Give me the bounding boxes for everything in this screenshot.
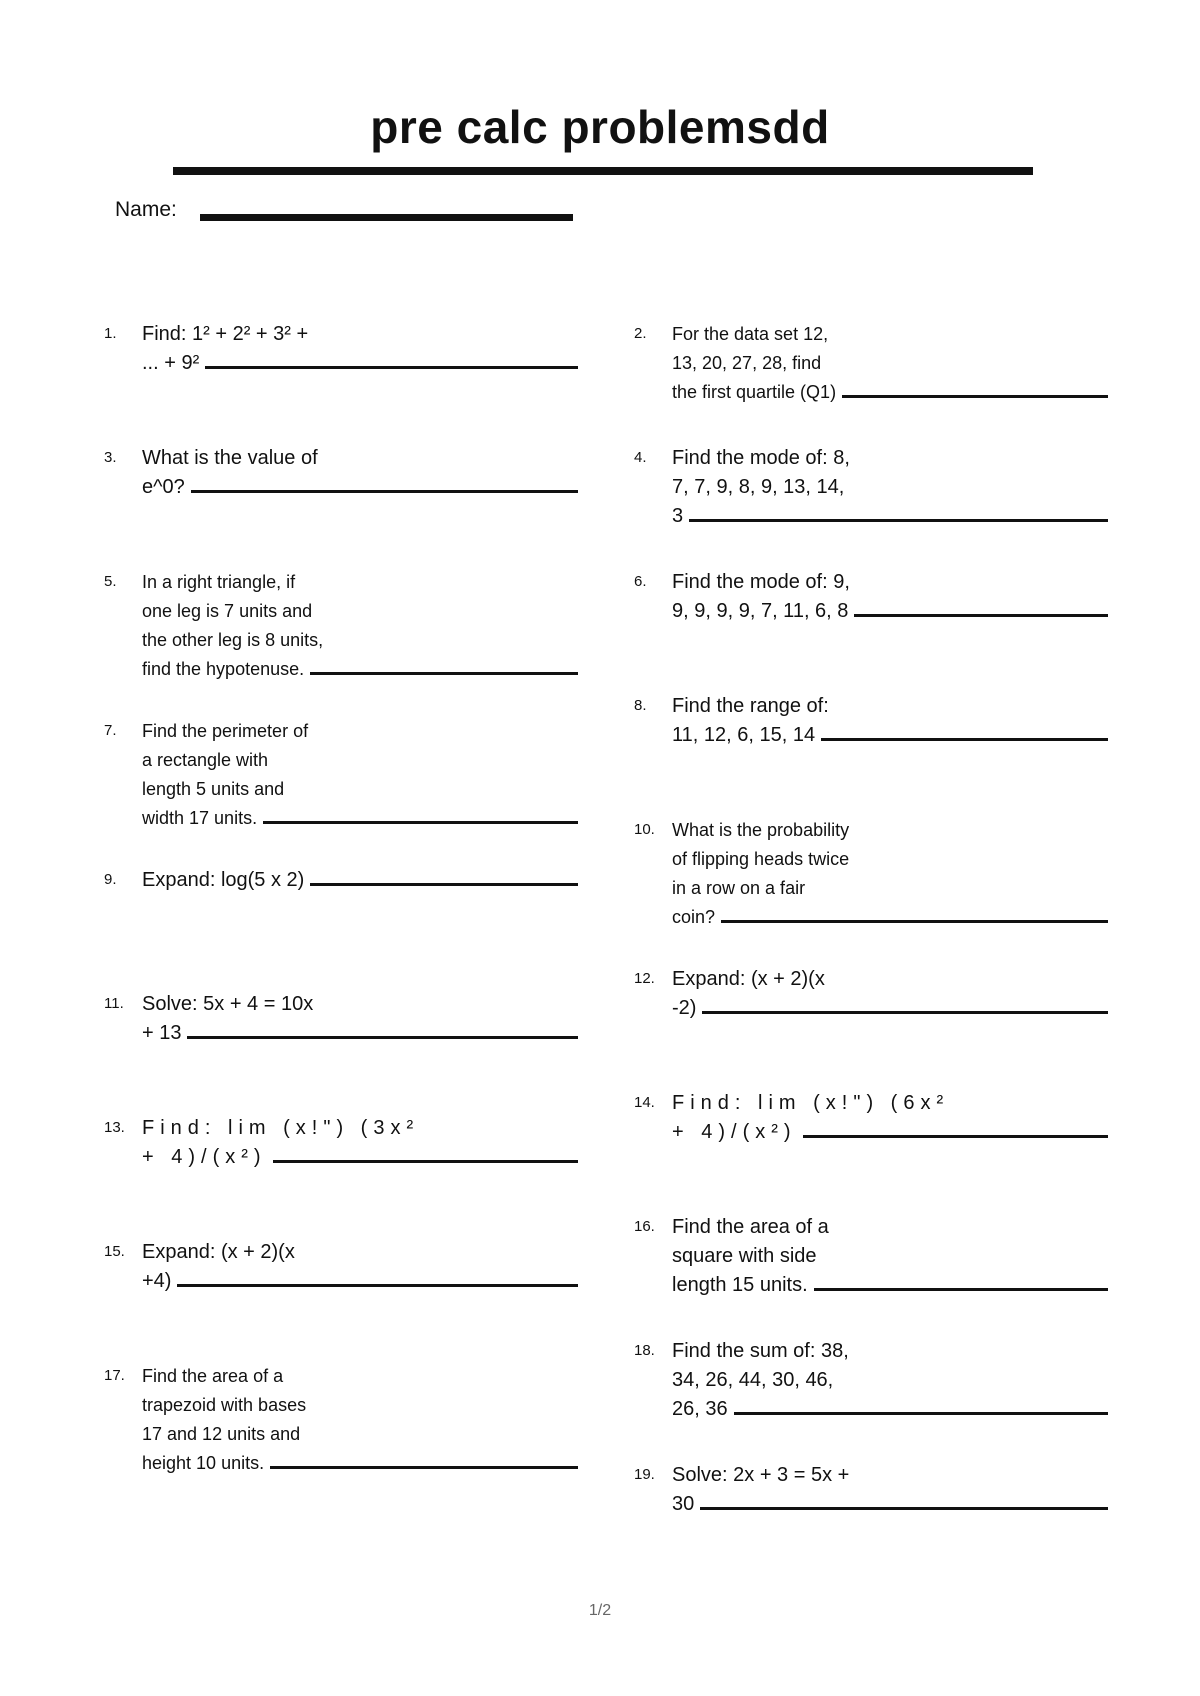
problem-line: What is the probability — [672, 820, 850, 840]
problem-line: Find the area of a — [672, 1216, 829, 1238]
problem-line: width 17 units. — [142, 808, 258, 828]
problem-number: 15. — [104, 1243, 125, 1260]
answer-line[interactable] — [854, 614, 1108, 617]
answer-line[interactable] — [205, 366, 578, 369]
answer-line[interactable] — [191, 490, 578, 493]
problem-line: 17 and 12 units and — [142, 1424, 301, 1444]
problem-line: 13, 20, 27, 28, find — [672, 353, 822, 373]
answer-line[interactable] — [310, 883, 578, 886]
problem-line: + 13 — [142, 1022, 182, 1044]
problem-line: Find: 1² + 2² + 3² + — [142, 323, 309, 345]
problem-line: Expand: (x + 2)(x — [672, 968, 825, 990]
problem-text — [142, 568, 578, 684]
title-underline — [173, 167, 1033, 175]
problem-text — [672, 1461, 1108, 1519]
problem-line: in a row on a fair — [672, 878, 806, 898]
problem-line: 7, 7, 9, 8, 9, 13, 14, — [672, 476, 845, 498]
problem-number: 5. — [104, 573, 117, 590]
problem-line: +4) — [142, 1270, 172, 1292]
problem-line: Find the perimeter of — [142, 721, 309, 741]
problem-line: find the hypotenuse. — [142, 659, 305, 679]
problem-line: Solve: 5x + 4 = 10x — [142, 993, 314, 1015]
problem-line: trapezoid with bases — [142, 1395, 307, 1415]
problem-text — [142, 717, 578, 833]
answer-line[interactable] — [734, 1412, 1108, 1415]
problem-number: 10. — [634, 821, 655, 838]
problem-line: Find the area of a — [142, 1366, 284, 1386]
problem-text — [142, 1362, 578, 1478]
problem-line: length 15 units. — [672, 1274, 808, 1296]
problem-line: Solve: 2x + 3 = 5x + — [672, 1464, 850, 1486]
problem-number: 13. — [104, 1119, 125, 1136]
problem-text — [672, 692, 1108, 750]
problem-line: ... + 9² — [142, 352, 200, 374]
answer-line[interactable] — [721, 920, 1108, 923]
problem-number: 17. — [104, 1367, 125, 1384]
answer-line[interactable] — [814, 1288, 1108, 1291]
answer-line[interactable] — [270, 1466, 578, 1469]
problem-number: 6. — [634, 573, 647, 590]
problem-line: 3 — [672, 505, 684, 527]
name-answer-line[interactable] — [200, 214, 573, 221]
problem-text — [672, 1213, 1108, 1300]
problem-line: Expand: (x + 2)(x — [142, 1241, 295, 1263]
problem-number: 4. — [634, 449, 647, 466]
problem-text — [672, 1089, 1108, 1147]
problem-line: the other leg is 8 units, — [142, 630, 324, 650]
problem-number: 18. — [634, 1342, 655, 1359]
problem-line: + 4)/(x²) — [672, 1121, 797, 1143]
problem-text — [672, 965, 1108, 1023]
problem-line: one leg is 7 units and — [142, 601, 313, 621]
name-label: Name: — [115, 198, 177, 221]
problem-number: 9. — [104, 871, 117, 888]
problem-line: e^0? — [142, 476, 185, 498]
problem-line: -2) — [672, 997, 697, 1019]
problem-text — [672, 320, 1108, 407]
answer-line[interactable] — [689, 519, 1108, 522]
problem-number: 11. — [104, 995, 124, 1012]
problem-line: a rectangle with — [142, 750, 269, 770]
problem-text — [142, 990, 578, 1048]
answer-line[interactable] — [702, 1011, 1108, 1014]
problem-number: 3. — [104, 449, 117, 466]
problem-text — [142, 444, 578, 502]
problem-line: Find: lim (x!") (3x² — [142, 1117, 420, 1139]
problem-line: Find the mode of: 9, — [672, 571, 850, 593]
problem-line: of flipping heads twice — [672, 849, 850, 869]
problem-line: Find the mode of: 8, — [672, 447, 850, 469]
problem-text — [672, 444, 1108, 531]
problem-line: Find the sum of: 38, — [672, 1340, 849, 1362]
problem-number: 19. — [634, 1466, 655, 1483]
problem-line: 9, 9, 9, 9, 7, 11, 6, 8 — [672, 600, 849, 622]
problem-text — [142, 1238, 578, 1296]
problem-number: 16. — [634, 1218, 655, 1235]
problem-line: Find: lim (x!") (6x² — [672, 1092, 950, 1114]
problem-line: 34, 26, 44, 30, 46, — [672, 1369, 834, 1391]
problem-number: 12. — [634, 970, 655, 987]
problem-text — [142, 320, 578, 378]
answer-line[interactable] — [821, 738, 1108, 741]
problem-line: length 5 units and — [142, 779, 285, 799]
answer-line[interactable] — [803, 1135, 1108, 1138]
problem-line: height 10 units. — [142, 1453, 265, 1473]
answer-line[interactable] — [842, 395, 1108, 398]
problem-line: 30 — [672, 1493, 695, 1515]
problem-line: the first quartile (Q1) — [672, 382, 837, 402]
problem-number: 2. — [634, 325, 647, 342]
problem-line: 26, 36 — [672, 1398, 728, 1420]
problem-number: 8. — [634, 697, 647, 714]
problem-number: 1. — [104, 325, 117, 342]
page-number: 1/2 — [588, 1602, 612, 1619]
problem-line: coin? — [672, 907, 716, 927]
problem-line: For the data set 12, — [672, 324, 829, 344]
problem-text — [672, 568, 1108, 626]
problem-number: 7. — [104, 722, 117, 739]
problem-line: In a right triangle, if — [142, 572, 296, 592]
problem-line: Expand: log(5 x 2) — [142, 869, 305, 891]
answer-line[interactable] — [187, 1036, 578, 1039]
problem-line: square with side — [672, 1245, 817, 1267]
worksheet-title: pre calc problemsdd — [370, 101, 830, 153]
answer-line[interactable] — [310, 672, 578, 675]
problem-line: Find the range of: — [672, 695, 829, 717]
problem-number: 14. — [634, 1094, 655, 1111]
answer-line[interactable] — [273, 1160, 578, 1163]
problem-text — [672, 1337, 1108, 1424]
problem-line: What is the value of — [142, 447, 318, 469]
answer-line[interactable] — [263, 821, 578, 824]
problem-text — [672, 816, 1108, 932]
problem-line: 11, 12, 6, 15, 14 — [672, 724, 816, 746]
problem-line: + 4)/(x²) — [142, 1146, 267, 1168]
problem-text — [142, 1114, 578, 1172]
answer-line[interactable] — [177, 1284, 578, 1287]
answer-line[interactable] — [700, 1507, 1108, 1510]
problem-text — [142, 866, 578, 895]
